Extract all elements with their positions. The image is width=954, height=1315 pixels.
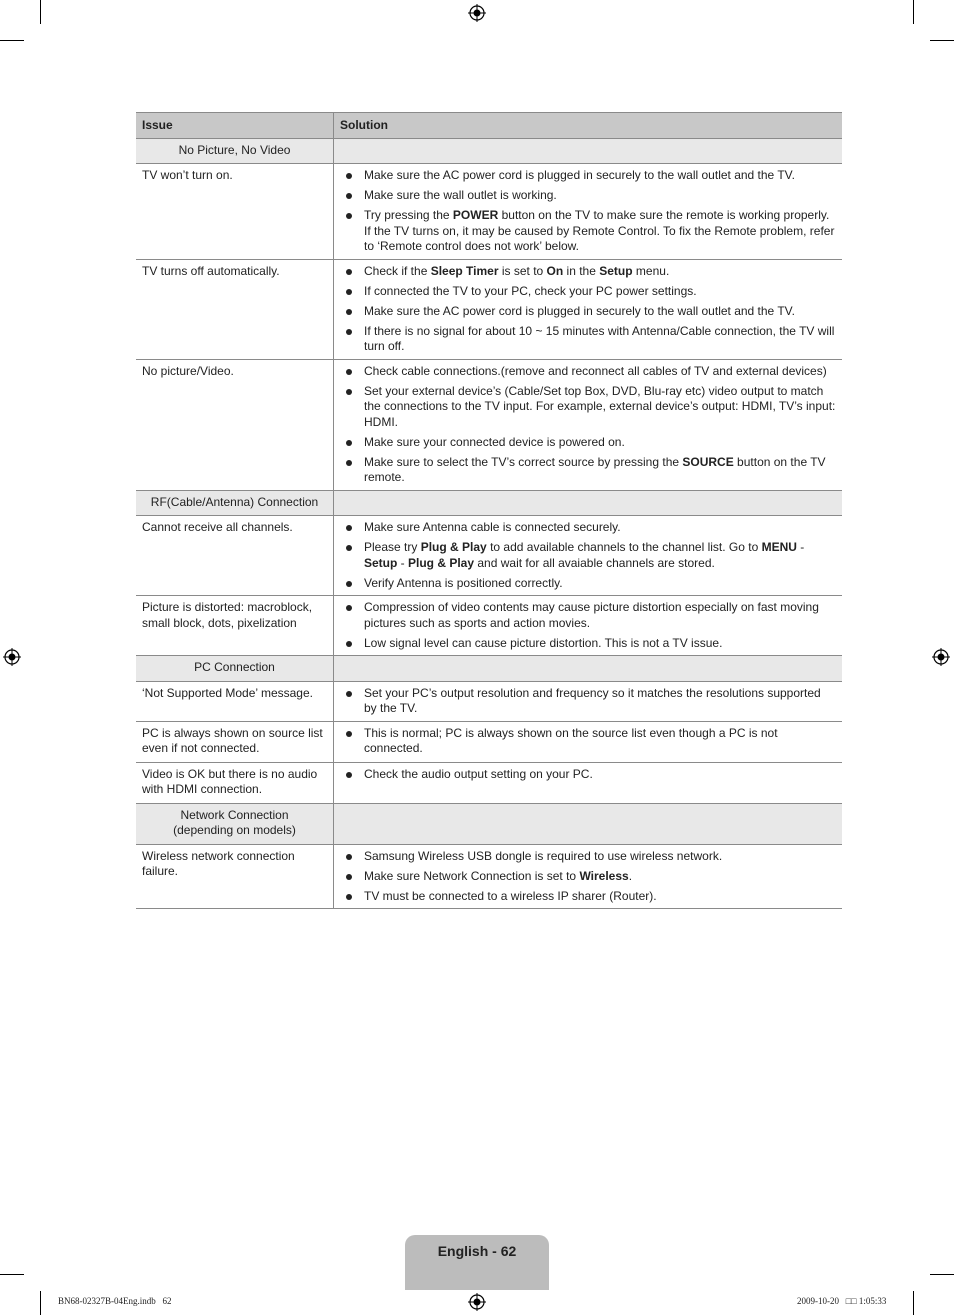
issue-cell: Cannot receive all channels. (136, 516, 334, 596)
list-item (340, 264, 836, 280)
troubleshooting-table (136, 112, 842, 909)
solution-text: Verify Antenna is positioned correctly. (364, 575, 563, 590)
bullet-icon (346, 894, 352, 900)
list-item (340, 455, 836, 486)
solution-cell (334, 359, 843, 490)
solution-text: - (397, 555, 409, 570)
section-row (136, 138, 842, 164)
list-item (340, 726, 836, 757)
solution-text: Make sure the AC power cord is plugged in securely to the wall outlet and the TV. (364, 168, 795, 182)
registration-mark-icon (468, 4, 486, 22)
list-item (340, 304, 836, 320)
list-item (340, 600, 836, 631)
emphasis-text: Plug & Play (420, 540, 487, 554)
solution-list (340, 849, 836, 905)
section-title: No Picture, No Video (136, 138, 334, 164)
section-row (136, 803, 842, 844)
list-item (340, 889, 836, 905)
solution-text: Make sure Network Connection is set to (364, 868, 580, 883)
bullet-icon (346, 545, 352, 551)
issue-cell: No picture/Video. (136, 359, 334, 490)
solution-cell (334, 516, 843, 596)
bullet-icon (346, 440, 352, 446)
solution-text: Samsung Wireless USB dongle is required to use wireless network. (364, 848, 723, 863)
bullet-icon (346, 854, 352, 860)
issue-cell: TV won’t turn on. (136, 164, 334, 260)
solution-text: Make sure to select the TV’s correct source by pressing the (364, 454, 683, 469)
solution-text: Compression of video contents may cause picture distortion especially on fast moving pictures such as sports and action movies. (364, 600, 819, 630)
bullet-icon (346, 369, 352, 375)
solution-text: Check the audio output setting on your PC. (364, 766, 593, 781)
list-item (340, 520, 836, 536)
solution-cell (334, 259, 843, 359)
bullet-icon (346, 389, 352, 395)
bullet-icon (346, 731, 352, 737)
crop-mark (913, 1291, 914, 1315)
solution-column-header: Solution (334, 113, 843, 139)
table-row (136, 681, 842, 721)
solution-text: . (628, 868, 633, 883)
solution-cell (334, 844, 843, 909)
solution-text: Check cable connections.(remove and reconnect all cables of TV and external devices) (364, 363, 827, 378)
crop-mark (930, 1274, 954, 1275)
solution-text: - (796, 540, 805, 554)
crop-mark (40, 1291, 41, 1315)
bullet-icon (346, 874, 352, 880)
list-item (340, 364, 836, 380)
list-item (340, 849, 836, 865)
solution-list (340, 364, 836, 486)
solution-text: TV must be connected to a wireless IP sharer (Router). (364, 888, 657, 903)
registration-mark-icon (3, 648, 21, 666)
crop-mark (930, 40, 954, 41)
footer-file-info: BN68-02327B-04Eng.indb 62 (58, 1296, 172, 1306)
solution-list (340, 168, 836, 255)
solution-cell (334, 762, 843, 803)
section-row (136, 490, 842, 516)
solution-text: This is normal; PC is always shown on the source list even though a PC is not connected. (364, 725, 778, 755)
section-solution-cell (334, 490, 843, 516)
emphasis-text: Wireless (579, 868, 629, 883)
footer-timestamp: 2009-10-20 □□ 1:05:33 (797, 1296, 887, 1306)
bullet-icon (346, 269, 352, 275)
solution-text: Make sure your connected device is powered on. (364, 434, 625, 449)
section-solution-cell (334, 138, 843, 164)
table-row (136, 762, 842, 803)
section-title: Network Connection (depending on models) (136, 803, 334, 844)
bullet-icon (346, 193, 352, 199)
section-solution-cell (334, 803, 843, 844)
bullet-icon (346, 772, 352, 778)
solution-text: Check if the (364, 263, 431, 278)
bullet-icon (346, 173, 352, 179)
bullet-icon (346, 691, 352, 697)
solution-text: Set your external device’s (Cable/Set top Box, DVD, Blu-ray etc) video output to match the connections to the TV input. For example, external device’s output: HDMI, TV’s input: HDMI. (364, 383, 836, 429)
solution-list (340, 726, 836, 757)
emphasis-text: Plug & Play (408, 555, 475, 570)
solution-text: in the (563, 263, 600, 278)
bullet-icon (346, 605, 352, 611)
emphasis-text: SOURCE (682, 454, 734, 469)
list-item (340, 869, 836, 885)
list-item (340, 324, 836, 355)
issue-cell: TV turns off automatically. (136, 259, 334, 359)
solution-cell (334, 681, 843, 721)
issue-cell: PC is always shown on source list even if not connected. (136, 721, 334, 762)
table-row (136, 164, 842, 260)
page-number-label: English - 62 (437, 1243, 517, 1259)
emphasis-text: Sleep Timer (430, 263, 499, 278)
solution-text: and wait for all avaiable channels are stored. (474, 555, 715, 570)
table-body (136, 138, 842, 909)
solution-text: menu. (632, 263, 670, 278)
crop-mark (913, 0, 914, 24)
solution-text: Please try (364, 540, 421, 554)
table-row (136, 844, 842, 909)
solution-cell (334, 721, 843, 762)
bullet-icon (346, 213, 352, 219)
section-title: PC Connection (136, 656, 334, 682)
emphasis-text: Setup (599, 263, 633, 278)
registration-mark-icon (932, 648, 950, 666)
solution-cell (334, 164, 843, 260)
issue-cell: Wireless network connection failure. (136, 844, 334, 909)
solution-text: button on the TV to make sure the remote is working properly. If the TV turns on, it may be caused by Remote Control. To fix the Remote problem, refer to ‘Remote control does not work’ below. (364, 208, 835, 253)
list-item (340, 188, 836, 204)
solution-text: Make sure Antenna cable is connected securely. (364, 520, 621, 534)
solution-list (340, 767, 836, 783)
issue-column-header: Issue (136, 113, 334, 139)
solution-list (340, 520, 836, 591)
issue-cell: Video is OK but there is no audio with HDMI connection. (136, 762, 334, 803)
bullet-icon (346, 460, 352, 466)
solution-text: Low signal level can cause picture distortion. This is not a TV issue. (364, 635, 723, 650)
solution-text: button on the TV remote. (364, 454, 826, 484)
issue-cell: Picture is distorted: macroblock, small block, dots, pixelization (136, 596, 334, 656)
table-header-row (136, 113, 842, 139)
bullet-icon (346, 329, 352, 335)
crop-mark (40, 0, 41, 24)
solution-text: Make sure the wall outlet is working. (364, 188, 557, 202)
solution-list (340, 264, 836, 355)
list-item (340, 636, 836, 652)
emphasis-text: POWER (452, 208, 499, 222)
list-item (340, 576, 836, 592)
solution-text: Set your PC’s output resolution and frequency so it matches the resolutions supported by the TV. (364, 685, 821, 715)
bullet-icon (346, 581, 352, 587)
solution-text: If there is no signal for about 10 ~ 15 minutes with Antenna/Cable connection, the TV will turn off. (364, 323, 835, 353)
solution-text: If connected the TV to your PC, check your PC power settings. (364, 283, 697, 298)
emphasis-text: MENU (761, 540, 797, 554)
table-row (136, 596, 842, 656)
bullet-icon (346, 641, 352, 647)
registration-mark-icon (468, 1293, 486, 1311)
section-title: RF(Cable/Antenna) Connection (136, 490, 334, 516)
solution-list (340, 600, 836, 651)
solution-list (340, 686, 836, 717)
list-item (340, 168, 836, 184)
table-row (136, 516, 842, 596)
bullet-icon (346, 309, 352, 315)
solution-text: Make sure the AC power cord is plugged in securely to the wall outlet and the TV. (364, 303, 795, 318)
crop-mark (0, 1274, 24, 1275)
list-item (340, 284, 836, 300)
bullet-icon (346, 525, 352, 531)
crop-mark (0, 40, 24, 41)
list-item (340, 540, 836, 571)
list-item (340, 767, 836, 783)
solution-cell (334, 596, 843, 656)
solution-text: to add available channels to the channel list. Go to (486, 540, 762, 554)
emphasis-text: On (546, 263, 564, 278)
list-item (340, 384, 836, 431)
list-item (340, 208, 836, 255)
solution-text: Try pressing the (364, 208, 453, 222)
section-solution-cell (334, 656, 843, 682)
table-row (136, 259, 842, 359)
list-item (340, 435, 836, 451)
list-item (340, 686, 836, 717)
solution-text: is set to (498, 263, 547, 278)
issue-cell: ‘Not Supported Mode’ message. (136, 681, 334, 721)
section-row (136, 656, 842, 682)
bullet-icon (346, 289, 352, 295)
table-row (136, 721, 842, 762)
emphasis-text: Setup (364, 555, 398, 570)
page-number-tab (405, 1235, 549, 1290)
table-row (136, 359, 842, 490)
